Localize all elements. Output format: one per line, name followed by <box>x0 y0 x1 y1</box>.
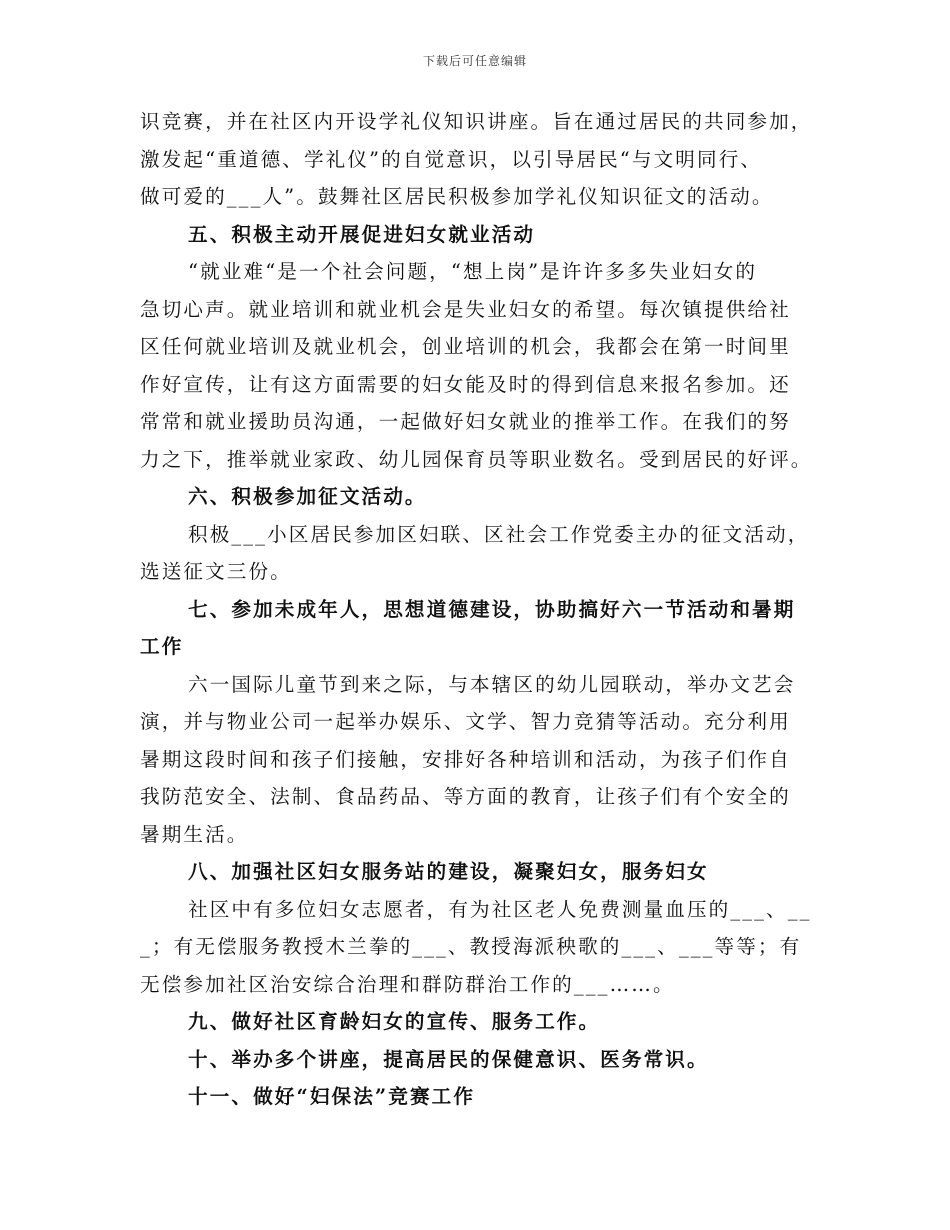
paragraph-line: 演，并与物业公司一起举办娱乐、文学、智力竞猜等活动。充分利用 <box>140 710 791 733</box>
paragraph-line: 暑期这段时间和孩子们接触，安排好各种培训和活动，为孩子们作自 <box>140 747 791 771</box>
paragraph-line: 区任何就业培训及就业机会，创业培训的机会，我都会在第一时间里 <box>140 335 791 358</box>
page-header: 下载后可任意编辑 <box>422 54 527 68</box>
paragraph-line: 作好宣传，让有这方面需要的妇女能及时的得到信息来报名参加。还 <box>140 372 791 396</box>
paragraph-line: 力之下，推举就业家政、幼儿园保育员等职业数名。受到居民的好评。 <box>140 447 813 471</box>
paragraph-line: 六一国际儿童节到来之际，与本辖区的幼儿园联动，举办文艺会 <box>188 672 796 696</box>
paragraph-line: 积极___小区居民参加区妇联、区社会工作党委主办的征文活动， <box>188 522 810 546</box>
section-heading-line: 九、做好社区育龄妇女的宣传、服务工作。 <box>188 1010 601 1033</box>
paragraph-line: “就业难“是一个社会问题，“想上岗”是许许多多失业妇女的 <box>188 260 758 283</box>
section-heading-line: 工作 <box>140 635 184 658</box>
paragraph-line: 识竞赛，并在社区内开设学礼仪知识讲座。旨在通过居民的共同参加， <box>140 110 813 133</box>
paragraph-line: 社区中有多位妇女志愿者，有为社区老人免费测量血压的___、__ <box>188 897 812 921</box>
section-heading-line: 六、积极参加征文活动。 <box>188 485 427 508</box>
paragraph-line: 做可爱的___人”。鼓舞社区居民积极参加学礼仪知识征文的活动。 <box>140 185 774 208</box>
section-heading-line: 五、积极主动开展促进妇女就业活动 <box>188 222 536 246</box>
section-heading-line: 七、参加未成年人，思想道德建设，协助搞好六一节活动和暑期 <box>188 597 796 621</box>
section-heading-line: 十、举办多个讲座，提高居民的保健意识、医务常识。 <box>188 1047 709 1071</box>
paragraph-line: 暑期生活。 <box>140 822 249 846</box>
paragraph-line: _；有无偿服务教授木兰拳的___、教授海派秧歌的___、___等等；有 <box>140 935 802 958</box>
paragraph-line: 无偿参加社区治安综合治理和群防群治工作的___……。 <box>140 972 675 996</box>
section-heading-line: 十一、做好“妇保法”竞赛工作 <box>188 1085 476 1108</box>
document-body <box>140 103 812 1116</box>
paragraph-line: 急切心声。就业培训和就业机会是失业妇女的希望。每次镇提供给社 <box>140 297 791 321</box>
paragraph-line: 激发起“重道德、学礼仪”的自觉意识，以引导居民“与文明同行、 <box>140 147 763 171</box>
paragraph-line: 常常和就业援助员沟通，一起做好妇女就业的推举工作。在我们的努 <box>140 410 791 433</box>
paragraph-line: 我防范安全、法制、食品药品、等方面的教育，让孩子们有个安全的 <box>140 785 791 808</box>
paragraph-line: 选送征文三份。 <box>140 560 292 583</box>
section-heading-line: 八、加强社区妇女服务站的建设，凝聚妇女，服务妇女 <box>188 860 709 883</box>
